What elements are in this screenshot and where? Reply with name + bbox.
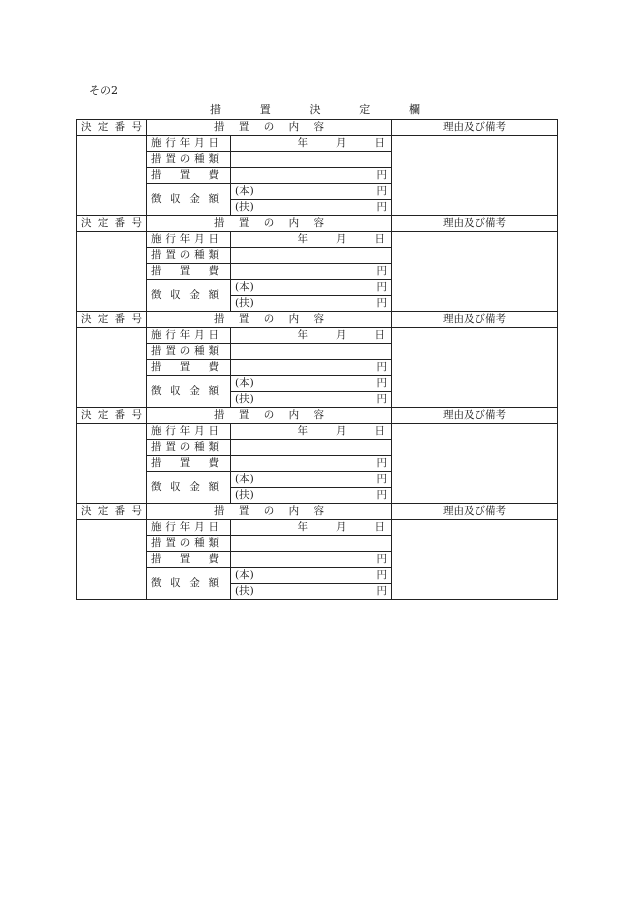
measure-type-field[interactable] — [231, 344, 392, 360]
block-header-row — [77, 216, 558, 232]
collection-amount-label: 徴 収 金 額 — [147, 376, 231, 408]
exec-date-label: 施 行 年 月 日 — [147, 424, 231, 440]
decision-number-header: 決 定 番 号 — [77, 408, 147, 424]
remarks-header: 理由及び備考 — [392, 216, 558, 232]
measure-type-field[interactable] — [231, 248, 392, 264]
title-char: 措 — [210, 103, 221, 116]
measure-cost-field[interactable]: 円 — [231, 168, 392, 184]
exec-date-label: 施 行 年 月 日 — [147, 136, 231, 152]
block-header-row — [77, 312, 558, 328]
decision-number-header: 決 定 番 号 — [77, 504, 147, 520]
remarks-field[interactable] — [392, 424, 558, 504]
collection-principal-field[interactable]: (本) 円 — [231, 568, 392, 584]
measure-cost-field[interactable]: 円 — [231, 360, 392, 376]
measure-type-label: 措 置 の 種 類 — [147, 152, 231, 168]
decision-number-field[interactable] — [77, 232, 147, 312]
exec-date-field[interactable]: 年 月 日 — [231, 232, 392, 248]
content-header: 措 置 の 内 容 — [147, 504, 392, 520]
decision-number-header: 決 定 番 号 — [77, 312, 147, 328]
collection-principal-field[interactable]: (本) 円 — [231, 184, 392, 200]
measure-cost-field[interactable]: 円 — [231, 456, 392, 472]
decision-number-header: 決 定 番 号 — [77, 216, 147, 232]
measure-type-label: 措 置 の 種 類 — [147, 440, 231, 456]
measure-type-field[interactable] — [231, 152, 392, 168]
remarks-header: 理由及び備考 — [392, 408, 558, 424]
collection-support-field[interactable]: (扶) 円 — [231, 296, 392, 312]
collection-principal-field[interactable]: (本) 円 — [231, 472, 392, 488]
remarks-field[interactable] — [392, 328, 558, 408]
remarks-field[interactable] — [392, 232, 558, 312]
exec-date-label: 施 行 年 月 日 — [147, 328, 231, 344]
decision-number-field[interactable] — [77, 424, 147, 504]
collection-amount-label: 徴 収 金 額 — [147, 568, 231, 600]
remarks-header: 理由及び備考 — [392, 120, 558, 136]
decision-number-header: 決 定 番 号 — [77, 120, 147, 136]
remarks-field[interactable] — [392, 520, 558, 600]
collection-support-field[interactable]: (扶) 円 — [231, 200, 392, 216]
exec-date-row — [77, 328, 558, 344]
measure-cost-label: 措 置 費 — [147, 264, 231, 280]
collection-support-field[interactable]: (扶) 円 — [231, 392, 392, 408]
exec-date-field[interactable]: 年 月 日 — [231, 424, 392, 440]
measure-cost-field[interactable]: 円 — [231, 264, 392, 280]
collection-principal-field[interactable]: (本) 円 — [231, 280, 392, 296]
remarks-header: 理由及び備考 — [392, 504, 558, 520]
decision-number-field[interactable] — [77, 328, 147, 408]
exec-date-row — [77, 232, 558, 248]
measure-type-label: 措 置 の 種 類 — [147, 248, 231, 264]
block-header-row — [77, 408, 558, 424]
measure-cost-label: 措 置 費 — [147, 168, 231, 184]
exec-date-label: 施 行 年 月 日 — [147, 520, 231, 536]
measure-type-field[interactable] — [231, 440, 392, 456]
decision-table — [76, 119, 558, 600]
title-char: 置 — [259, 103, 271, 116]
exec-date-row — [77, 136, 558, 152]
block-header-row — [77, 504, 558, 520]
title-char: 決 — [309, 103, 321, 116]
decision-number-field[interactable] — [77, 136, 147, 216]
block-header-row — [77, 120, 558, 136]
collection-amount-label: 徴 収 金 額 — [147, 184, 231, 216]
measure-cost-label: 措 置 費 — [147, 456, 231, 472]
title-char: 欄 — [409, 103, 420, 116]
content-header: 措 置 の 内 容 — [147, 216, 392, 232]
collection-principal-field[interactable]: (本) 円 — [231, 376, 392, 392]
content-header: 措 置 の 内 容 — [147, 408, 392, 424]
measure-cost-field[interactable]: 円 — [231, 552, 392, 568]
measure-cost-label: 措 置 費 — [147, 552, 231, 568]
remarks-header: 理由及び備考 — [392, 312, 558, 328]
content-header: 措 置 の 内 容 — [147, 312, 392, 328]
title-char: 定 — [359, 103, 371, 116]
decision-number-field[interactable] — [77, 520, 147, 600]
exec-date-row — [77, 520, 558, 536]
collection-amount-label: 徴 収 金 額 — [147, 472, 231, 504]
collection-support-field[interactable]: (扶) 円 — [231, 488, 392, 504]
collection-support-field[interactable]: (扶) 円 — [231, 584, 392, 600]
content-header: 措 置 の 内 容 — [147, 120, 392, 136]
form-title — [210, 103, 420, 117]
exec-date-label: 施 行 年 月 日 — [147, 232, 231, 248]
exec-date-field[interactable]: 年 月 日 — [231, 328, 392, 344]
measure-type-label: 措 置 の 種 類 — [147, 536, 231, 552]
collection-amount-label: 徴 収 金 額 — [147, 280, 231, 312]
measure-type-field[interactable] — [231, 536, 392, 552]
measure-type-label: 措 置 の 種 類 — [147, 344, 231, 360]
exec-date-row — [77, 424, 558, 440]
measure-cost-label: 措 置 費 — [147, 360, 231, 376]
exec-date-field[interactable]: 年 月 日 — [231, 520, 392, 536]
remarks-field[interactable] — [392, 136, 558, 216]
sheet-label: その2 — [89, 84, 118, 97]
exec-date-field[interactable]: 年 月 日 — [231, 136, 392, 152]
